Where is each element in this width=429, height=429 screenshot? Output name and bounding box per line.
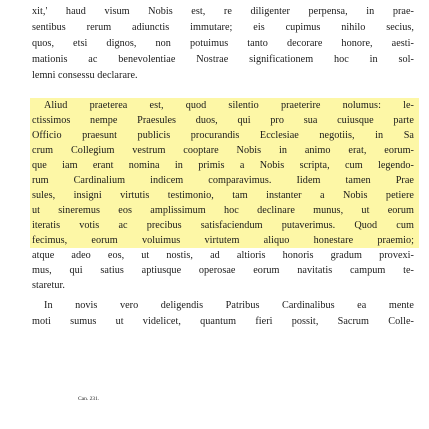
footnote: Can. 231. (78, 396, 100, 402)
text-line: crum Collegium vestrum cooptare Nobis in animo erat, eorum- (32, 145, 414, 156)
text-line: quos, etsi dignos, non potuimus tanto decorare honore, aesti- (32, 38, 414, 49)
text-line: moti sumus ut videlicet, quantum fieri possit, Sacrum Colle- (32, 316, 414, 327)
text-line: iteratis votis ac precibus satisfaciendum putaverimus. Quod cum (32, 220, 414, 231)
text-line: mationis ac benevolentiae Nostrae significationem hoc in sol- (32, 54, 414, 65)
text-line: ctissimos nempe Praesules duos, qui pro sua cuiusque parte (32, 115, 414, 126)
text-line: que iam erant nomina in primis a Nobis scripta, cum legendo- (32, 160, 414, 171)
text-line: rum Cardinalium indicem comparavimus. Iidem tamen Prae (32, 175, 414, 186)
text-line: In novis vero deligendis Patribus Cardinalibus ea mente (44, 300, 414, 311)
text-line: Officio praesunt publicis procurandis Ecclesiae negotiis, in Sa (32, 130, 414, 141)
text-line: fecimus, eorum voluimus virtutem aliquo honestare praemio; (32, 235, 414, 246)
text-line: mus, qui satius aptiusque operosae eorum navitatis campum te- (32, 265, 414, 276)
text-line: xit,' haud visum Nobis est, re diligenter perpensa, in prae- (32, 6, 414, 17)
text-line: atque adeo eos, ut nostis, ad altioris honoris gradum provexi- (32, 250, 414, 261)
text-line: staretur. (32, 280, 65, 291)
text-line: lemni consessu declarare. (32, 70, 138, 81)
text-line: sentibus rerum adiunctis immutare; eis cupimus nihilo secius, (32, 22, 414, 33)
text-line: sules, insigni virtutis testimonio, tam instanter a Nobis petiere (32, 190, 414, 201)
text-line: ut sineremus eos amplissimum hoc declinare munus, ut eorum (32, 205, 414, 216)
text-line: Aliud praeterea est, quod silentio praeterire nolumus: le- (44, 100, 414, 111)
